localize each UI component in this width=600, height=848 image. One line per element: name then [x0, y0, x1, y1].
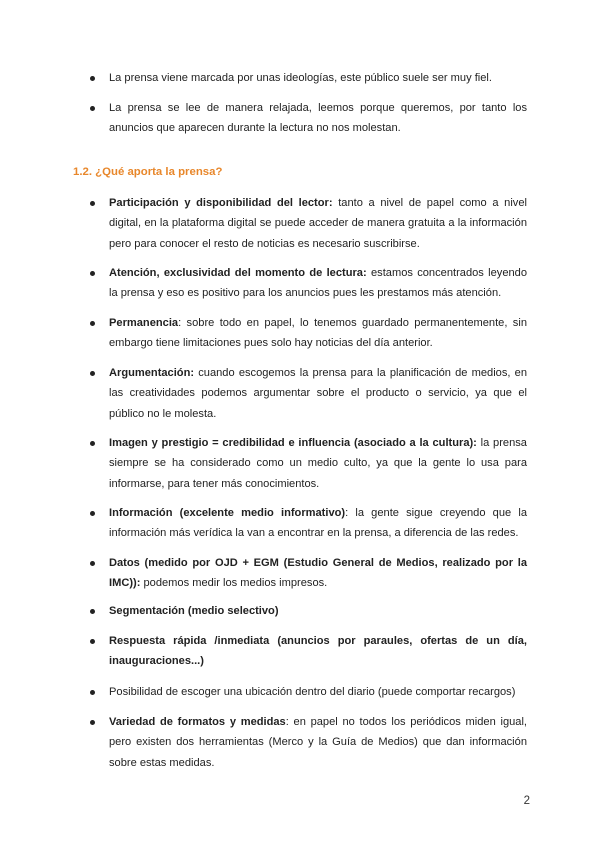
- bullet-icon: [90, 639, 95, 644]
- list-item: Información (excelente medio informativo): la gente sigue creyendo que la información más verídica la van a encontrar en la prensa, a diferencia de las redes.: [109, 503, 527, 544]
- bullet-icon: [90, 511, 95, 516]
- list-item: Respuesta rápida /inmediata (anuncios por paraules, ofertas de un día, inauguraciones...): [109, 631, 527, 672]
- bullet-icon: [90, 690, 95, 695]
- list-item: Argumentación: cuando escogemos la prensa para la planificación de medios, en las creatividades podemos argumentar sobre el producto o servicio, ya que el público no le molesta.: [109, 363, 527, 424]
- bullet-icon: [90, 321, 95, 326]
- bullet-icon: [90, 371, 95, 376]
- bullet-icon: [90, 106, 95, 111]
- bullet-icon: [90, 201, 95, 206]
- bullet-icon: [90, 271, 95, 276]
- list-item: La prensa se lee de manera relajada, leemos porque queremos, por tanto los anuncios que aparecen durante la lectura no nos molestan.: [109, 98, 527, 139]
- bullet-icon: [90, 609, 95, 614]
- list-item: Imagen y prestigio = credibilidad e influencia (asociado a la cultura): la prensa siempre se ha considerado como un medio culto, ya que la gente lo usa para informarse, para tener más conocimientos.: [109, 433, 527, 494]
- section-number: 1.2.: [73, 166, 92, 178]
- section-title: ¿Qué aporta la prensa?: [95, 166, 223, 178]
- list-item: Atención, exclusividad del momento de lectura: estamos concentrados leyendo la prensa y eso es positivo para los anuncios pues les prestamos más atención.: [109, 263, 527, 304]
- list-item: Permanencia: sobre todo en papel, lo tenemos guardado permanentemente, sin embargo tiene limitaciones pues solo hay noticias del día anterior.: [109, 313, 527, 354]
- list-item: Segmentación (medio selectivo): [109, 601, 527, 621]
- list-item: Datos (medido por OJD + EGM (Estudio General de Medios, realizado por la IMC)): podemos medir los medios impresos.: [109, 553, 527, 594]
- bullet-icon: [90, 76, 95, 81]
- bullet-icon: [90, 441, 95, 446]
- section-heading: [73, 163, 222, 181]
- list-item: Participación y disponibilidad del lector: tanto a nivel de papel como a nivel digital, en la plataforma digital se puede acceder de manera gratuita a la información pero para conocer el resto de noticias es necesario suscribirse.: [109, 193, 527, 254]
- bullet-icon: [90, 561, 95, 566]
- bullet-icon: [90, 720, 95, 725]
- page-number: 2: [523, 795, 530, 807]
- list-item: Posibilidad de escoger una ubicación dentro del diario (puede comportar recargos): [109, 682, 527, 702]
- list-item: Variedad de formatos y medidas: en papel no todos los periódicos miden igual, pero existen dos herramientas (Merco y la Guía de Medios) que dan información sobre estas medidas.: [109, 712, 527, 773]
- list-item: La prensa viene marcada por unas ideologías, este público suele ser muy fiel.: [109, 68, 527, 88]
